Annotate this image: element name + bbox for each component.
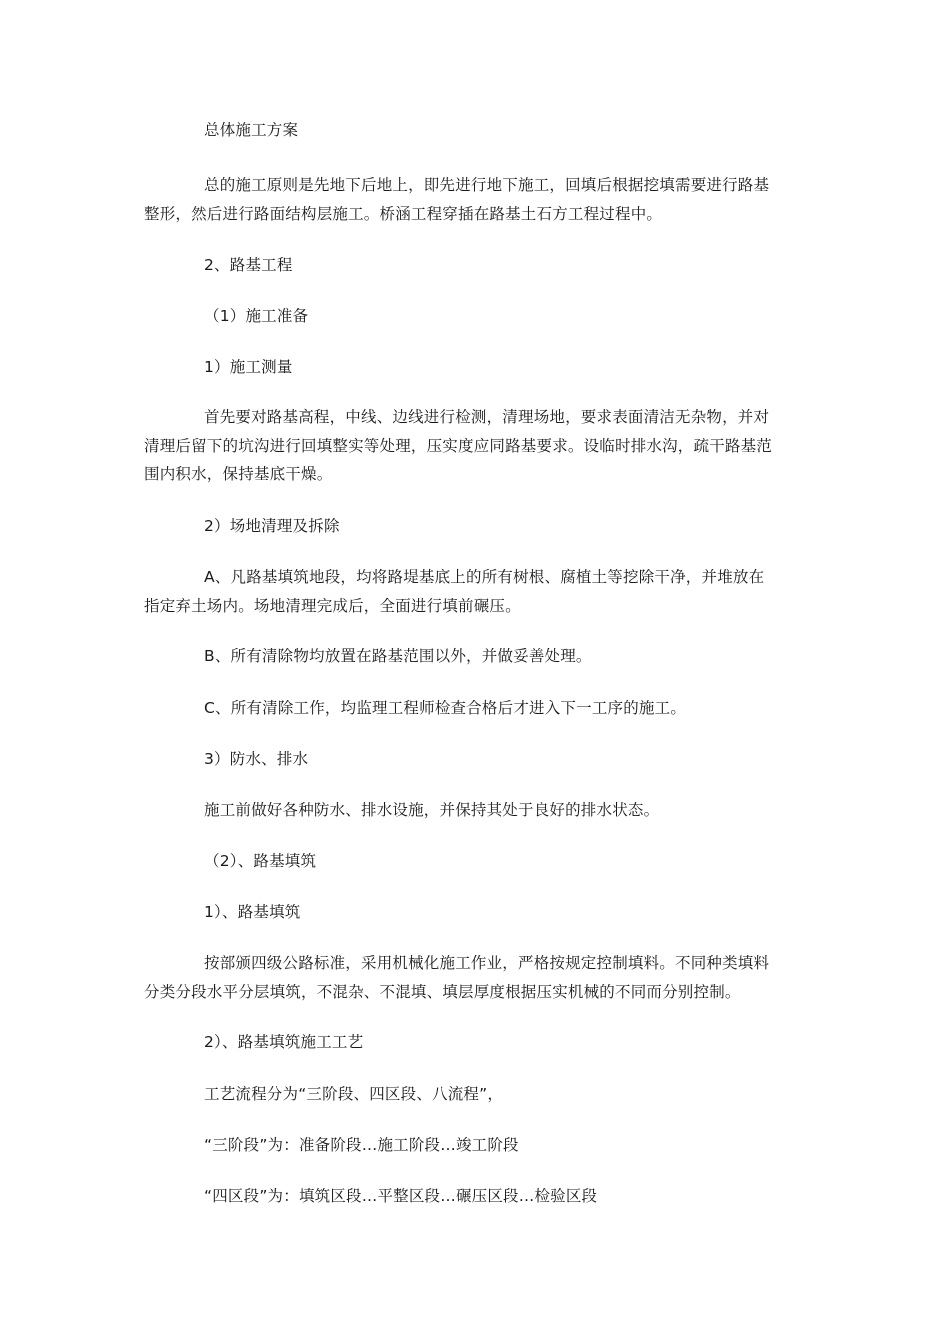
paragraph-line: 分类分段水平分层填筑，不混杂、不混填、填层厚度根据压实机械的不同而分别控制。 — [144, 983, 741, 1001]
paragraph-line: 工艺流程分为“三阶段、四区段、八流程”， — [204, 1085, 504, 1103]
paragraph-line: 围内积水，保持基底干燥。 — [144, 465, 333, 483]
paragraph-line: 总的施工原则是先地下后地上，即先进行地下施工，回填后根据挖填需要进行路基 — [204, 176, 770, 194]
paragraph-line: B、所有清除物均放置在路基范围以外，并做妥善处理。 — [204, 647, 592, 665]
paragraph-line: 施工前做好各种防水、排水设施，并保持其处于良好的排水状态。 — [204, 801, 660, 819]
paragraph-line: “三阶段”为：准备阶段…施工阶段…竣工阶段 — [204, 1136, 519, 1154]
item-heading: 2）、路基填筑施工工艺 — [204, 1033, 364, 1051]
paragraph-line: 整形，然后进行路面结构层施工。桥涵工程穿插在路基土石方工程过程中。 — [144, 205, 663, 223]
paragraph-line: A、凡路基填筑地段，均将路堤基底上的所有树根、腐植土等挖除干净，并堆放在 — [204, 568, 765, 586]
subsection-heading: （1）施工准备 — [204, 307, 309, 325]
paragraph-line: “四区段”为：填筑区段…平整区段…碾压区段…检验区段 — [204, 1187, 598, 1205]
section-heading: 2、路基工程 — [204, 256, 293, 274]
paragraph-line: 首先要对路基高程，中线、边线进行检测，清理场地，要求表面清洁无杂物，并对 — [204, 408, 770, 426]
item-heading: 3）防水、排水 — [204, 750, 309, 768]
item-heading: 1）施工测量 — [204, 358, 293, 376]
paragraph-line: 指定弃土场内。场地清理完成后，全面进行填前碾压。 — [144, 597, 521, 615]
subsection-heading: （2）、路基填筑 — [204, 852, 317, 870]
item-heading: 1）、路基填筑 — [204, 903, 301, 921]
paragraph-line: C、所有清除工作，均监理工程师检查合格后才进入下一工序的施工。 — [204, 699, 687, 717]
item-heading: 2）场地清理及拆除 — [204, 517, 340, 535]
paragraph-line: 清理后留下的坑沟进行回填整实等处理，压实度应同路基要求。设临时排水沟，疏干路基范 — [144, 437, 773, 455]
doc-title: 总体施工方案 — [204, 121, 299, 139]
paragraph-line: 按部颁四级公路标准，采用机械化施工作业，严格按规定控制填料。不同种类填料 — [204, 954, 770, 972]
